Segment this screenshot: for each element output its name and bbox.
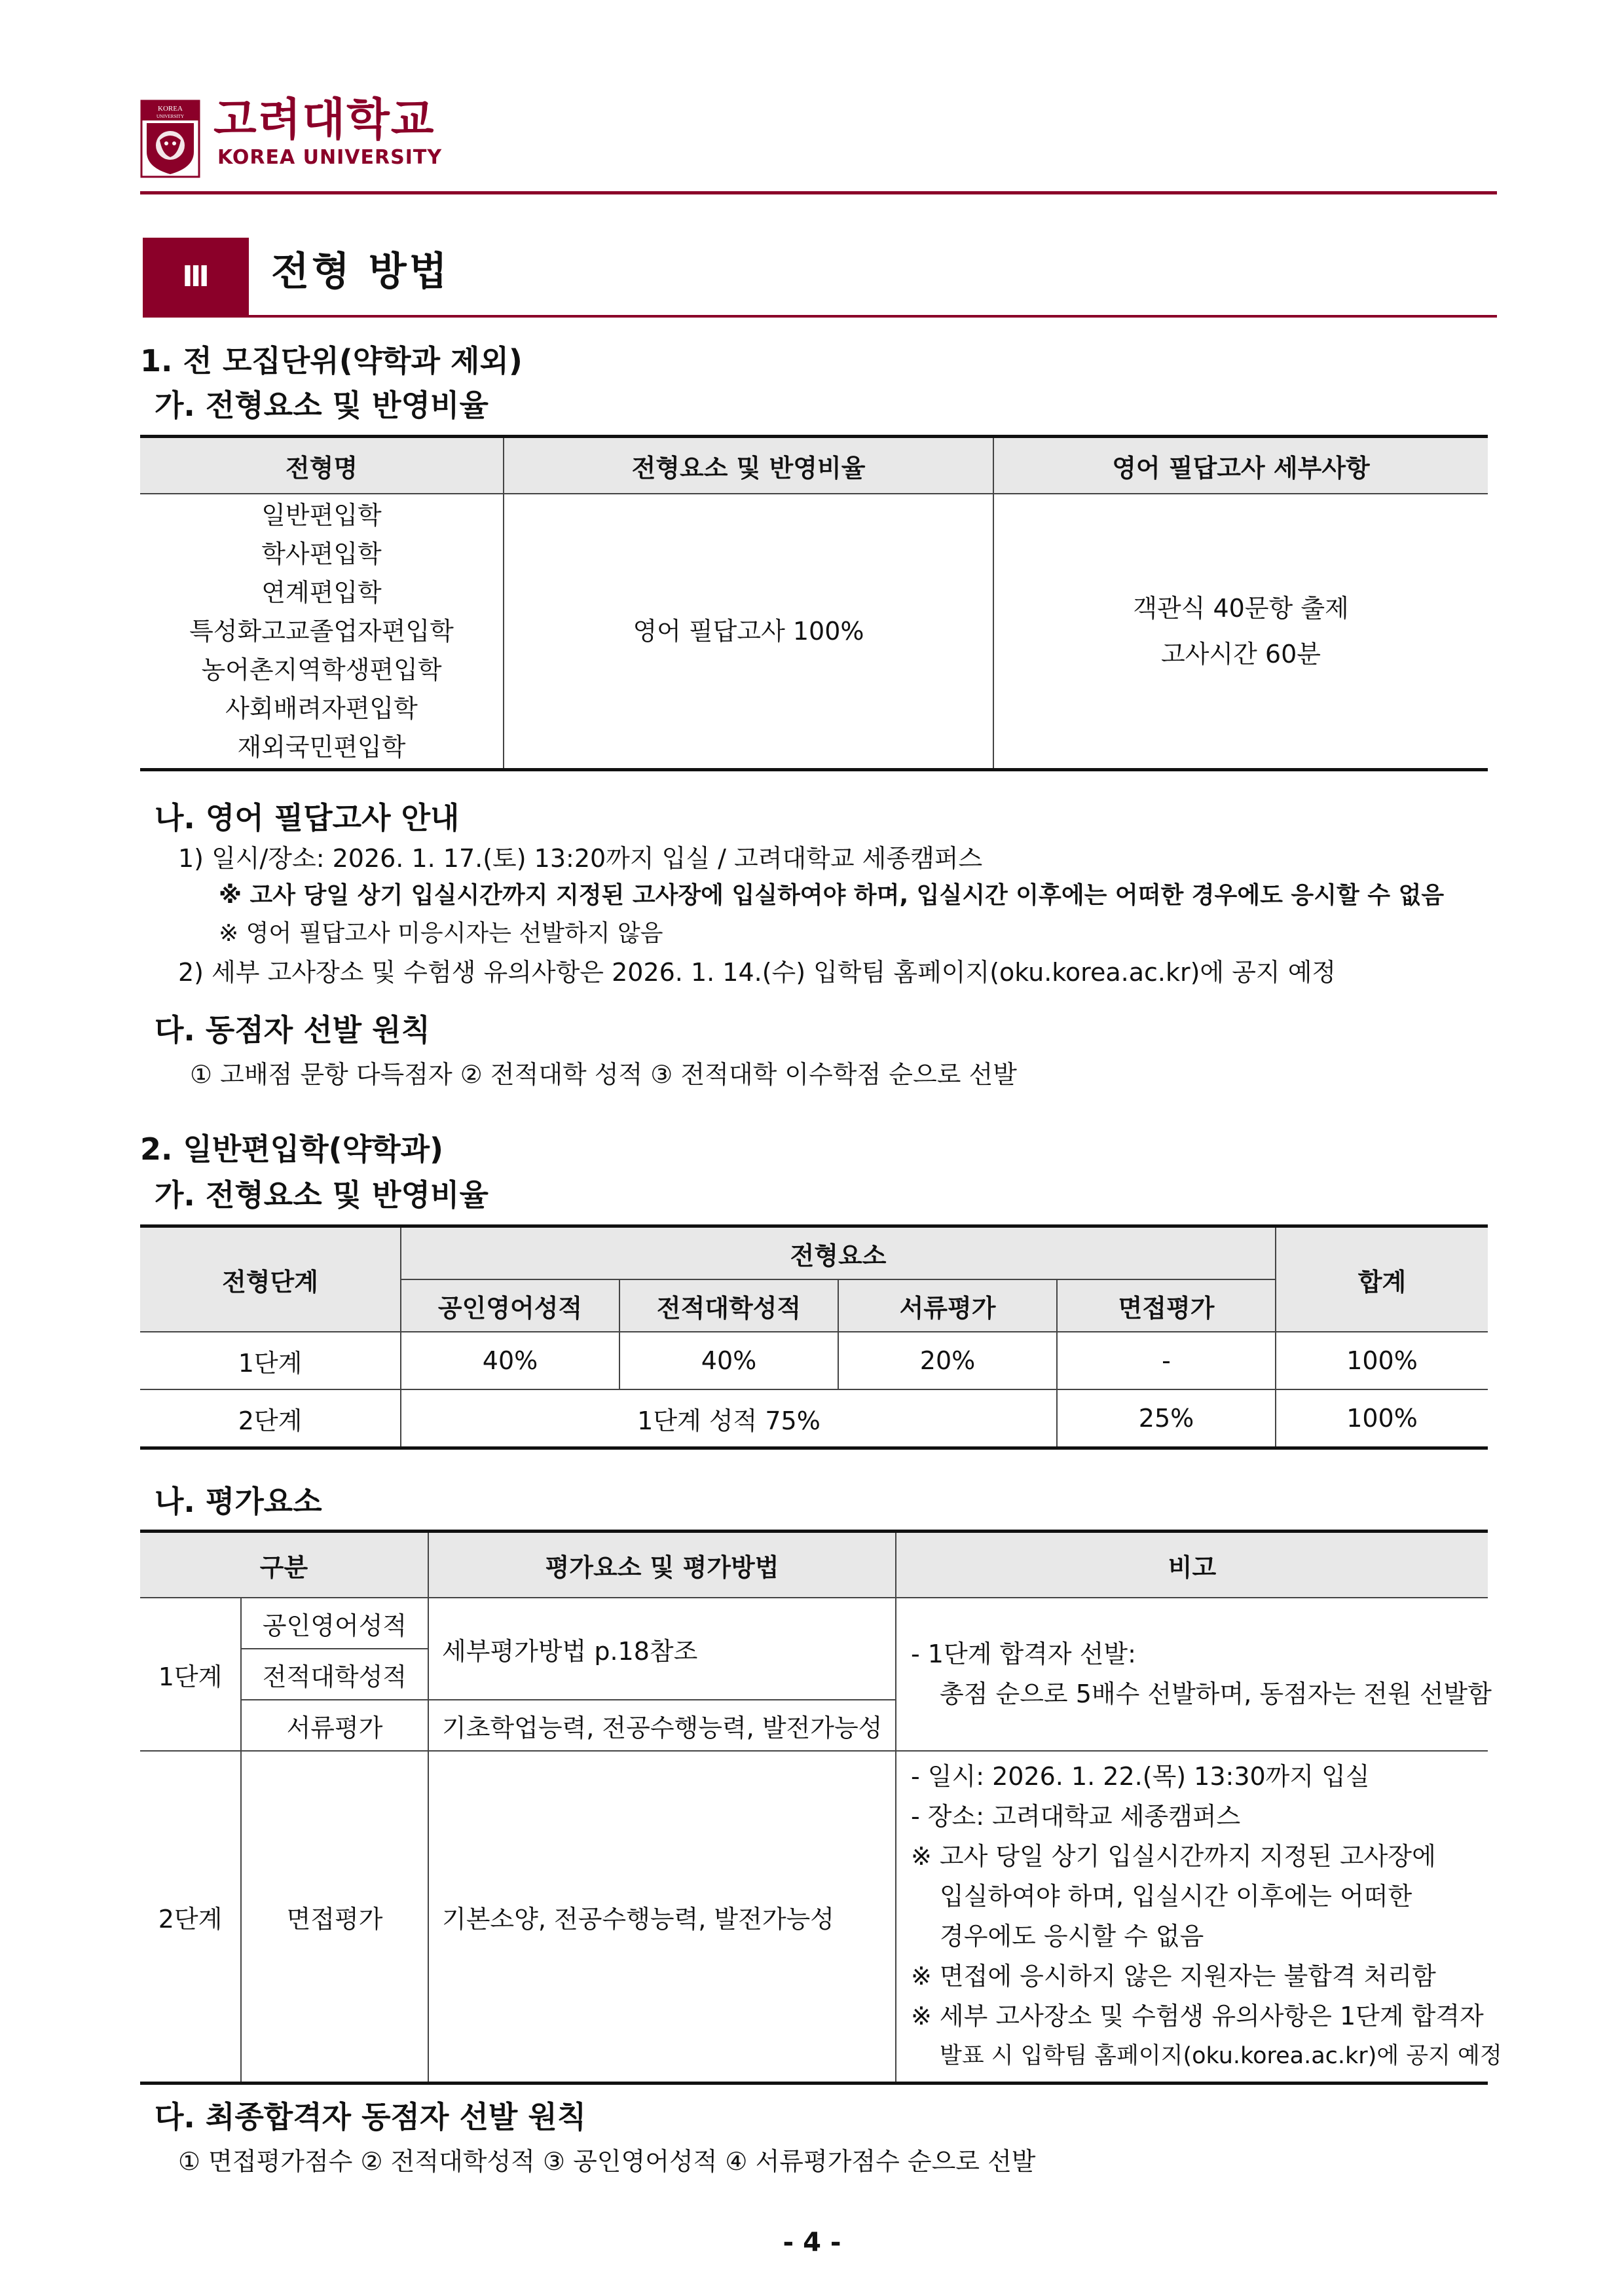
evaluation-item: 면접평가 [241,1751,428,2084]
table-header: 평가요소 및 평가방법 [428,1532,896,1598]
admission-type: 재외국민편입학 [237,732,406,762]
remark-line: - 장소: 고려대학교 세종캠퍼스 [911,1802,1241,1831]
remark-cell [896,1751,1502,2084]
remark-line: ※ 고사 당일 상기 입실시간까지 지정된 고사장에 [911,1842,1436,1871]
table-header: 전형요소 및 반영비율 [504,437,993,494]
part2-da-heading: 다. 최종합격자 동점자 선발 원칙 [155,2099,587,2135]
part2-ga-heading: 가. 전형요소 및 반영비율 [155,1177,489,1213]
table-cell: 25% [1057,1389,1276,1448]
tie-break-rule: ① 고배점 문항 다득점자 ② 전적대학 성적 ③ 전적대학 이수학점 순으로 선발 [190,1060,1017,1089]
table-cell: 20% [838,1332,1057,1389]
table-row [140,1332,1488,1389]
table-header: 구분 [140,1532,428,1598]
admission-type: 일반편입학 [261,500,382,530]
part1-heading: 1. 전 모집단위(약학과 제외) [140,343,523,378]
exam-details-cell [993,494,1488,770]
evaluation-method: 기본소양, 전공수행능력, 발전가능성 [428,1751,896,2084]
table-header: 영어 필답고사 세부사항 [993,437,1488,494]
part1-na-heading: 나. 영어 필답고사 안내 [155,800,460,835]
university-seal-logo [140,100,200,178]
final-tie-break-rule: ① 면접평가점수 ② 전적대학성적 ③ 공인영어성적 ④ 서류평가점수 순으로 선발 [178,2147,1036,2176]
remark-line: 입실하여야 하며, 입실시간 이후에는 어떠한 [940,1882,1412,1911]
stage-cell: 1단계 [140,1598,241,1751]
part2-heading: 2. 일반편입학(약학과) [140,1131,444,1167]
table-header: 전형요소 [401,1226,1276,1280]
evaluation-item: 전적대학성적 [241,1649,428,1700]
ratio-cell: 영어 필답고사 100% [504,494,993,770]
evaluation-method: 세부평가방법 p.18참조 [428,1598,896,1700]
logo-english-name: KOREA UNIVERSITY [217,146,443,169]
evaluation-item: 공인영어성적 [241,1598,428,1649]
admission-type: 특성화고교졸업자편입학 [189,616,454,646]
stage-cell: 2단계 [140,1751,241,2084]
table-cell: - [1057,1332,1276,1389]
page-number: - 4 - [783,2228,841,2258]
admission-type: 농어촌지역학생편입학 [201,655,442,684]
admission-type: 연계편입학 [261,578,382,607]
table-subheader: 공인영어성적 [401,1279,619,1332]
remark-line: 경우에도 응시할 수 없음 [940,1922,1204,1951]
table-cell: 100% [1276,1332,1488,1389]
exam-absent-note: ※ 영어 필답고사 미응시자는 선발하지 않음 [219,920,663,947]
admission-type: 사회배려자편입학 [225,693,418,723]
table-cell: 1단계 성적 75% [401,1389,1057,1448]
remark-cell [896,1598,1492,1751]
remark-line: - 일시: 2026. 1. 22.(목) 13:30까지 입실 [911,1762,1370,1791]
part1-da-heading: 다. 동점자 선발 원칙 [155,1012,431,1048]
admission-type: 학사편입학 [261,539,382,568]
remark-line: 발표 시 입학팀 홈페이지(oku.korea.ac.kr)에 공지 예정 [940,2043,1502,2069]
table-row [140,1598,1488,1649]
remark-line: 총점 순으로 5배수 선발하며, 동점자는 전원 선발함 [940,1680,1492,1708]
table-subheader: 전적대학성적 [619,1279,838,1332]
admission-type-list [140,494,504,770]
table-subheader: 서류평가 [838,1279,1057,1332]
table-cell: 40% [401,1332,619,1389]
section-number-box: Ⅲ [143,238,249,315]
table-header: 전형단계 [140,1226,401,1332]
evaluation-table [140,1530,1502,2085]
table-subheader: 면접평가 [1057,1279,1276,1332]
section-divider [143,315,1497,318]
part1-ga-heading: 가. 전형요소 및 반영비율 [155,388,489,423]
remark-line: ※ 세부 고사장소 및 수험생 유의사항은 1단계 합격자 [911,2002,1484,2030]
part1-ratio-table [140,435,1488,771]
part2-ratio-table [140,1224,1488,1450]
table-header: 비고 [896,1532,1488,1598]
table-row [140,1751,1488,2084]
remark-line: - 1단계 합격자 선발: [911,1640,1136,1668]
part2-na-heading: 나. 평가요소 [155,1484,322,1519]
table-row [140,1389,1488,1448]
evaluation-method: 기초학업능력, 전공수행능력, 발전가능성 [428,1700,896,1751]
svg-text:UNIVERSITY: UNIVERSITY [157,114,184,119]
header-divider [140,191,1497,194]
remark-line: ※ 면접에 응시하지 않은 지원자는 불합격 처리함 [911,1962,1436,1991]
exam-detail: 고사시간 60분 [1161,640,1321,669]
table-header: 합계 [1276,1226,1488,1332]
svg-text:KOREA: KOREA [158,105,183,113]
exam-schedule-line: 1) 일시/장소: 2026. 1. 17.(토) 13:20까지 입실 / 고려대학교 세종캠퍼스 [178,844,983,873]
exam-warning-note: ※ 고사 당일 상기 입실시간까지 지정된 고사장에 입실하여야 하며, 입실시간 이후에는 어떠한 경우에도 응시할 수 없음 [219,882,1445,909]
evaluation-item: 서류평가 [241,1700,428,1751]
table-cell: 2단계 [140,1389,401,1448]
table-cell: 100% [1276,1389,1488,1448]
table-cell: 40% [619,1332,838,1389]
exam-detail: 객관식 40문항 출제 [1133,594,1349,623]
exam-notice-line: 2) 세부 고사장소 및 수험생 유의사항은 2026. 1. 14.(수) 입학팀 홈페이지(oku.korea.ac.kr)에 공지 예정 [178,958,1337,987]
table-cell: 1단계 [140,1332,401,1389]
table-header: 전형명 [140,437,504,494]
logo-korean-name: 고려대학교 [213,94,435,146]
section-title: 전형 방법 [271,249,450,295]
